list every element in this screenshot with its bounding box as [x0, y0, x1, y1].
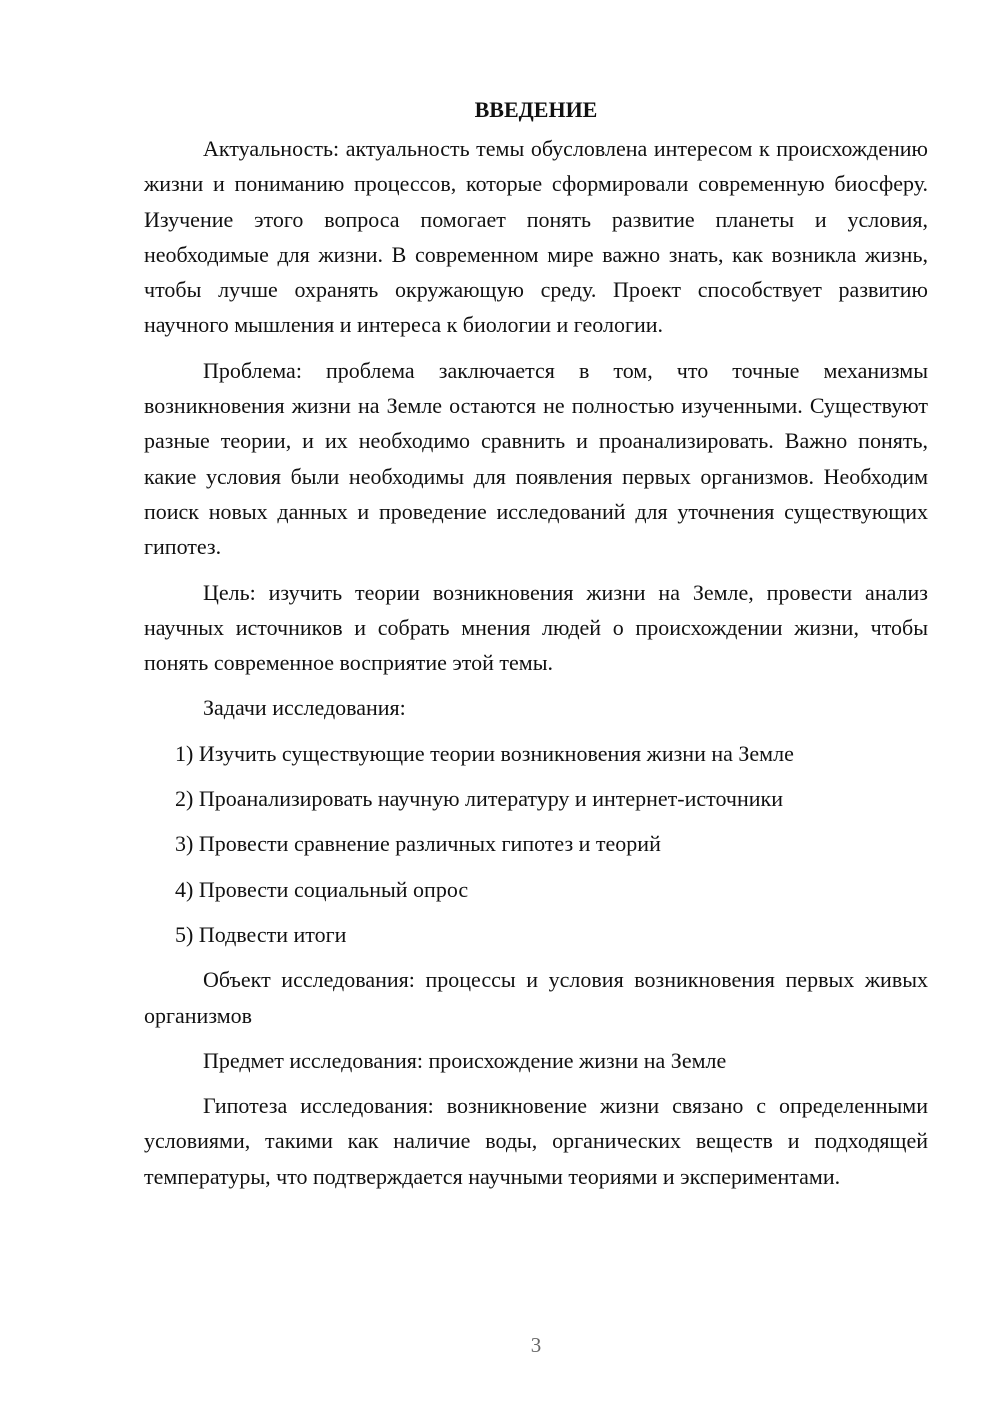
- page-number: 3: [530, 1333, 542, 1357]
- tasks-heading: Задачи исследования:: [203, 695, 406, 721]
- task-item: 3) Провести сравнение различных гипотез и теорий: [175, 831, 661, 857]
- relevance-paragraph: Актуальность: актуальность темы обусловлена интересом к происхождению жизни и пониманию процессов, которые сформировали современную биосферу. Изучение этого вопроса помогает понять развитие планеты и условия, необходимые для жизни. В современном мире важно знать, как возникла жизнь, чтобы лучше охранять окружающую среду. Проект способствует развитию научного мышления и интереса к биологии и геологии.: [144, 136, 928, 338]
- problem-paragraph: Проблема: проблема заключается в том, что точные механизмы возникновения жизни на Земле остаются не полностью изученными. Существуют разные теории, и их необходимо сравнить и проанализировать. Важно понять, какие условия были необходимы для появления первых организмов. Необходим поиск новых данных и проведение исследований для уточнения существующих гипотез.: [144, 357, 928, 560]
- tasks-list: [144, 736, 928, 952]
- section-title: ВВЕДЕНИЕ: [474, 97, 598, 122]
- goal-paragraph: Цель: изучить теории возникновения жизни на Земле, провести анализ научных источников и собрать мнения людей о происхождении жизни, чтобы понять современное восприятие этой темы.: [144, 579, 928, 676]
- object-paragraph: Объект исследования: процессы и условия возникновения первых живых организмов: [144, 967, 928, 1028]
- task-item: 4) Провести социальный опрос: [175, 876, 469, 902]
- subject-paragraph: Предмет исследования: происхождение жизни на Земле: [203, 1047, 727, 1073]
- document-page: [144, 92, 928, 1204]
- task-item: 2) Проанализировать научную литературу и интернет-источники: [175, 786, 783, 812]
- task-item: 1) Изучить существующие теории возникновения жизни на Земле: [175, 740, 794, 766]
- task-item: 5) Подвести итоги: [175, 921, 347, 947]
- hypothesis-paragraph: Гипотеза исследования: возникновение жизни связано с определенными условиями, такими как наличие воды, органических веществ и подходящей температуры, что подтверждается научными теориями и экспериментами.: [144, 1093, 928, 1189]
